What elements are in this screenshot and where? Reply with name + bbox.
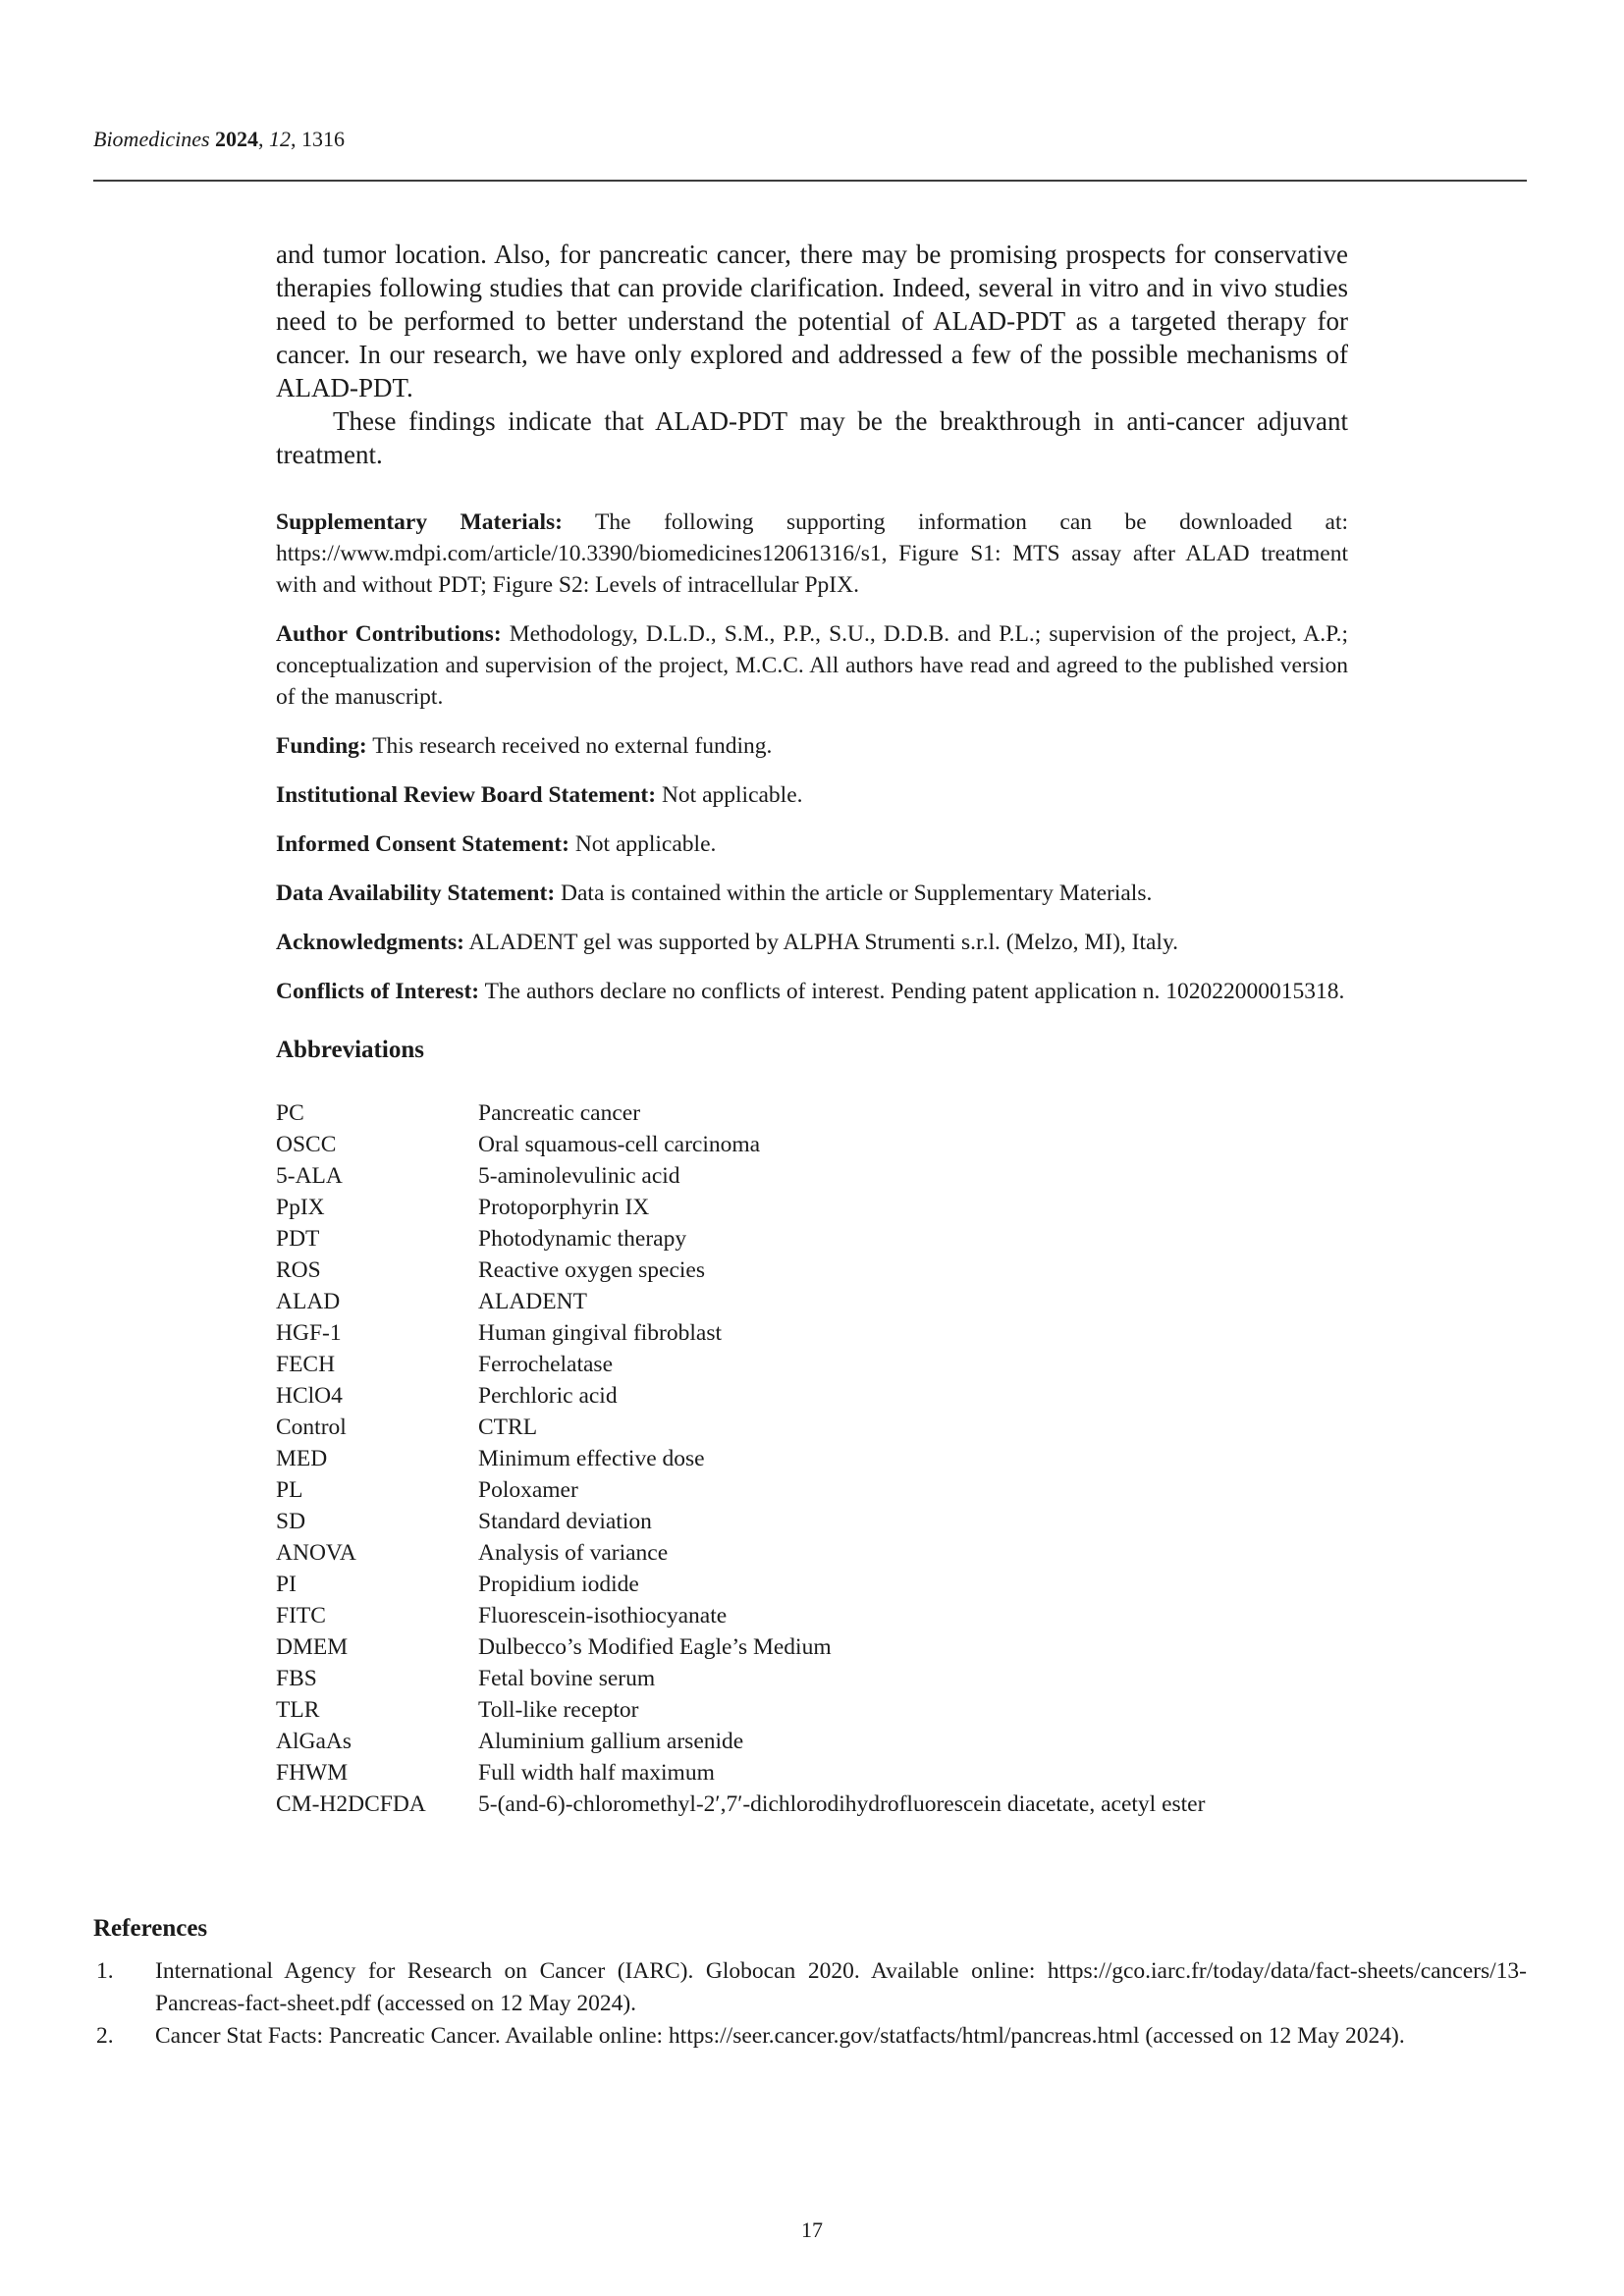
- abbreviation-term: OSCC: [276, 1132, 337, 1157]
- abbreviation-definition: Fetal bovine serum: [478, 1666, 656, 1691]
- abbreviation-definition: Fluorescein-isothiocyanate: [478, 1603, 728, 1629]
- abbreviation-definition: Protoporphyrin IX: [478, 1195, 650, 1220]
- abbreviation-row: [276, 1160, 1348, 1192]
- abbreviation-row: [276, 1537, 1348, 1569]
- abbreviation-definition: 5-aminolevulinic acid: [478, 1163, 680, 1189]
- backmatter-section: [276, 618, 1348, 713]
- abbreviation-term: PpIX: [276, 1195, 325, 1220]
- abbreviation-definition: Reactive oxygen species: [478, 1257, 705, 1283]
- reference-number: 2.: [96, 2023, 114, 2049]
- backmatter-section-label: Supplementary Materials:: [276, 509, 563, 535]
- abbreviation-row: [276, 1789, 1348, 1820]
- article-number: 1316: [301, 127, 346, 151]
- abbreviation-term: PDT: [276, 1226, 320, 1252]
- abbreviation-term: TLR: [276, 1697, 320, 1723]
- abbreviation-term: PL: [276, 1477, 303, 1503]
- reference-item: [93, 1955, 1527, 2020]
- journal-name: Biomedicines: [93, 127, 210, 151]
- abbreviation-term: HGF-1: [276, 1320, 342, 1346]
- abbreviation-definition: CTRL: [478, 1415, 538, 1440]
- backmatter-sections: [276, 507, 1348, 1007]
- abbreviation-row: [276, 1286, 1348, 1317]
- page-number: 17: [801, 2217, 823, 2242]
- abbreviations-heading: Abbreviations: [276, 1037, 424, 1063]
- abbreviation-definition: Photodynamic therapy: [478, 1226, 687, 1252]
- abbreviation-term: AlGaAs: [276, 1729, 352, 1754]
- backmatter-section-text: The authors declare no conflicts of interest. Pending patent application n. 102022000015318.: [484, 979, 1345, 1004]
- abbreviation-term: 5-ALA: [276, 1163, 343, 1189]
- journal-year: 2024: [215, 127, 259, 151]
- backmatter-section: [276, 730, 1348, 762]
- backmatter-section: [276, 927, 1348, 958]
- backmatter-section-text: This research received no external funding.: [372, 733, 773, 759]
- header-separator: ,: [291, 127, 302, 151]
- abbreviation-row: [276, 1129, 1348, 1160]
- abbreviation-term: FBS: [276, 1666, 317, 1691]
- abbreviation-term: Control: [276, 1415, 347, 1440]
- backmatter-section: [276, 779, 1348, 811]
- abbreviation-term: FITC: [276, 1603, 326, 1629]
- abbreviation-row: [276, 1412, 1348, 1443]
- abbreviation-row: [276, 1663, 1348, 1694]
- abbreviation-row: [276, 1569, 1348, 1600]
- abbreviation-definition: ALADENT: [478, 1289, 587, 1314]
- abbreviation-term: ANOVA: [276, 1540, 356, 1566]
- abbreviation-row: [276, 1317, 1348, 1349]
- header-separator: ,: [258, 127, 270, 151]
- backmatter-section-text: Data is contained within the article or Supplementary Materials.: [561, 881, 1153, 906]
- abbreviation-definition: Propidium iodide: [478, 1572, 639, 1597]
- backmatter-section-text: The following supporting information can be downloaded at: https://www.mdpi.com/article/10.3390/biomedicines12061316/s1, Figure S1: MTS assay after ALAD treatment with and without PDT; Figure S2: Levels of intracellular PpIX.: [276, 509, 1349, 598]
- abbreviation-term: DMEM: [276, 1634, 349, 1660]
- abbreviation-row: [276, 1223, 1348, 1255]
- reference-text: International Agency for Research on Cancer (IARC). Globocan 2020. Available online: https://gco.iarc.fr/today/data/fact-sheets/cancers/13-Pancreas-fact-sheet.pdf (accessed on 12 May 2024).: [155, 1958, 1527, 2016]
- backmatter-section-label: Conflicts of Interest:: [276, 979, 480, 1004]
- abbreviation-definition: Poloxamer: [478, 1477, 578, 1503]
- backmatter-section-label: Author Contributions:: [276, 621, 502, 647]
- abbreviation-definition: Full width half maximum: [478, 1760, 715, 1786]
- header-rule: [93, 180, 1527, 182]
- reference-text: Cancer Stat Facts: Pancreatic Cancer. Available online: https://seer.cancer.gov/statfacts/html/pancreas.html (accessed on 12 May 2024).: [155, 2023, 1405, 2049]
- abbreviation-term: ROS: [276, 1257, 321, 1283]
- backmatter-section: [276, 878, 1348, 909]
- abbreviation-definition: Toll-like receptor: [478, 1697, 639, 1723]
- backmatter-section-label: Acknowledgments:: [276, 930, 464, 955]
- backmatter-section-text: Not applicable.: [661, 782, 803, 808]
- references-list: [93, 1955, 1527, 2053]
- main-column: [276, 238, 1348, 1820]
- backmatter-section-text: ALADENT gel was supported by ALPHA Strumenti s.r.l. (Melzo, MI), Italy.: [468, 930, 1179, 955]
- abbreviation-definition: Aluminium gallium arsenide: [478, 1729, 744, 1754]
- abbreviation-definition: Analysis of variance: [478, 1540, 669, 1566]
- abbreviation-definition: Perchloric acid: [478, 1383, 618, 1409]
- backmatter-section-text: Not applicable.: [574, 831, 717, 857]
- abbreviation-term: CM-H2DCFDA: [276, 1791, 426, 1817]
- abbreviation-term: FECH: [276, 1352, 336, 1377]
- abbreviation-term: PC: [276, 1100, 304, 1126]
- backmatter-section: [276, 828, 1348, 860]
- abbreviation-row: [276, 1443, 1348, 1474]
- abbreviation-row: [276, 1506, 1348, 1537]
- abbreviation-term: SD: [276, 1509, 306, 1534]
- abbreviation-row: [276, 1380, 1348, 1412]
- references-section: [93, 1912, 1527, 2053]
- abbreviation-row: [276, 1097, 1348, 1129]
- abbreviation-row: [276, 1631, 1348, 1663]
- backmatter-section: [276, 976, 1348, 1007]
- abbreviation-row: [276, 1726, 1348, 1757]
- abbreviation-definition: Minimum effective dose: [478, 1446, 705, 1471]
- reference-number: 1.: [96, 1958, 114, 1984]
- abbreviation-term: ALAD: [276, 1289, 341, 1314]
- abbreviation-definition: Ferrochelatase: [478, 1352, 614, 1377]
- backmatter-section: [276, 507, 1348, 601]
- journal-volume: 12: [269, 127, 292, 151]
- abbreviation-row: [276, 1757, 1348, 1789]
- abbreviation-definition: Human gingival fibroblast: [478, 1320, 723, 1346]
- reference-item: [93, 2020, 1527, 2053]
- abbreviation-row: [276, 1694, 1348, 1726]
- abbreviation-definition: Oral squamous-cell carcinoma: [478, 1132, 761, 1157]
- backmatter-section-label: Institutional Review Board Statement:: [276, 782, 657, 808]
- abbreviation-row: [276, 1474, 1348, 1506]
- backmatter-section-label: Data Availability Statement:: [276, 881, 556, 906]
- abbreviation-row: [276, 1192, 1348, 1223]
- backmatter-section-label: Informed Consent Statement:: [276, 831, 569, 857]
- abbreviation-term: HClO4: [276, 1383, 343, 1409]
- backmatter-section-label: Funding:: [276, 733, 367, 759]
- abbreviation-term: PI: [276, 1572, 297, 1597]
- abbreviation-row: [276, 1255, 1348, 1286]
- abbreviation-definition: Standard deviation: [478, 1509, 652, 1534]
- abbreviation-row: [276, 1349, 1348, 1380]
- body-paragraph: and tumor location. Also, for pancreatic cancer, there may be promising prospects for conservative therapies following studies that can provide clarification. Indeed, several in vitro and in vivo studies need to be performed to better understand the potential of ALAD-PDT as a targeted therapy for cancer. In our research, we have only explored and addressed a few of the possible mechanisms of ALAD-PDT.: [276, 240, 1348, 402]
- page-footer: [0, 2216, 1624, 2244]
- abbreviation-definition: 5-(and-6)-chloromethyl-2′,7′-dichlorodihydrofluorescein diacetate, acetyl ester: [478, 1791, 1206, 1817]
- abbreviation-term: FHWM: [276, 1760, 349, 1786]
- body-paragraph: These findings indicate that ALAD-PDT may be the breakthrough in anti-cancer adjuvant treatment.: [276, 406, 1348, 469]
- abbreviation-row: [276, 1600, 1348, 1631]
- abbreviation-definition: Dulbecco’s Modified Eagle’s Medium: [478, 1634, 832, 1660]
- abbreviation-term: MED: [276, 1446, 328, 1471]
- abbreviations-list: [276, 1097, 1348, 1820]
- running-head: [93, 126, 345, 153]
- backmatter-section-text: Methodology, D.L.D., S.M., P.P., S.U., D.D.B. and P.L.; supervision of the project, A.P.; conceptualization and supervision of the project, M.C.C. All authors have read and agreed to the published version of the manuscript.: [276, 621, 1348, 710]
- references-heading: References: [93, 1915, 208, 1942]
- abbreviation-definition: Pancreatic cancer: [478, 1100, 641, 1126]
